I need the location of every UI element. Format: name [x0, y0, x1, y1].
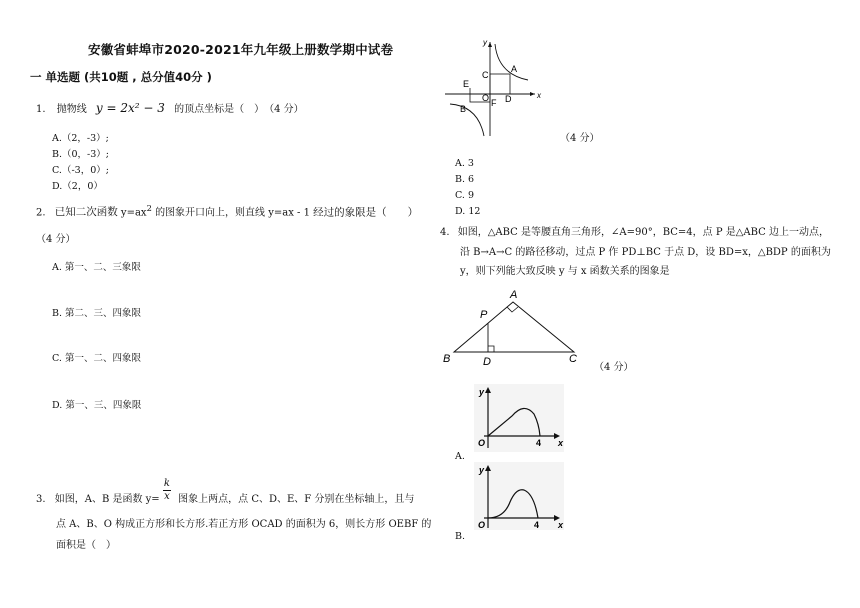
q3-line2: 点 A、B、O 构成正方形和长方形.若正方形 OCAD 的面积为 6，则长方形 OEBF 的 [56, 519, 432, 530]
q4-number: 4. [440, 227, 450, 238]
q3-line1-b: 图象上两点，点 C、D、E、F 分别在坐标轴上，且与 [178, 494, 415, 505]
q4-score: （4 分） [594, 362, 634, 373]
q3-label-d: D [505, 94, 512, 104]
question-2 [36, 201, 418, 220]
q4-a-label-y: y [479, 387, 485, 397]
q3-option-c[interactable]: C. 9 [455, 190, 475, 201]
q1-option-d[interactable]: D.（2，0） [52, 181, 103, 192]
q3-number: 3. [36, 494, 46, 505]
q2-score: （4 分） [36, 234, 76, 245]
q4-b-label-4: 4 [534, 520, 540, 530]
q4-label-c: C [569, 353, 577, 365]
q1-option-a[interactable]: A.（2，-3）; [52, 133, 109, 144]
q4-triangle [454, 302, 574, 352]
paper-title: 安徽省蚌埠市2020-2021年九年级上册数学期中试卷 [88, 42, 394, 57]
q4-label-d: D [483, 356, 491, 368]
q3-score: （4 分） [560, 133, 600, 144]
q3-label-c: C [482, 70, 489, 80]
q4-a-label-x: x [558, 438, 564, 448]
q4-option-a-graph [474, 384, 564, 452]
q2-number: 2. [36, 207, 46, 219]
q4-a-label-o: O [478, 438, 486, 448]
q3-fraction-num: k [163, 478, 170, 489]
q4-label-b: B [443, 353, 451, 365]
q4-b-label-y: y [479, 465, 485, 475]
q2-text-sup: 2 [146, 203, 152, 213]
q2-option-c[interactable]: C. 第一、二、四象限 [52, 353, 141, 364]
q3-figure [440, 36, 550, 141]
q2-option-b[interactable]: B. 第二、三、四象限 [52, 308, 142, 319]
question-4-line1 [440, 226, 829, 240]
q4-line1: 如图，△ABC 是等腰直角三角形，∠A=90°，BC=4，点 P 是△ABC 边上一动点， [457, 227, 830, 238]
question-1 [36, 101, 304, 117]
q4-option-b[interactable]: B. [455, 531, 466, 542]
q4-option-a[interactable]: A. [455, 451, 465, 462]
q3-hyperbola-lower [450, 104, 484, 136]
q4-triangle-figure [440, 286, 600, 368]
q4-line3: y，则下列能大致反映 y 与 x 函数关系的图象是 [460, 266, 670, 277]
q3-option-b[interactable]: B. 6 [455, 174, 475, 185]
q1-text-post: 的顶点坐标是（ ） （4 分） [174, 104, 304, 115]
q3-label-o: O [482, 93, 490, 103]
q4-option-b-graph [474, 462, 564, 530]
q4-b-label-o: O [478, 520, 486, 530]
q4-label-a: A [510, 289, 518, 301]
q3-line3: 面积是（ ） [56, 540, 116, 551]
q1-text-pre: 抛物线 [56, 104, 87, 115]
q4-label-p: P [480, 309, 488, 321]
q3-option-a[interactable]: A. 3 [455, 158, 474, 169]
q2-text-b: y=ax [120, 207, 147, 219]
q1-option-c[interactable]: C.（-3，0）; [52, 165, 109, 176]
q1-formula: y = 2x² − 3 [95, 101, 165, 115]
q4-a-label-4: 4 [536, 438, 542, 448]
q2-option-a[interactable]: A. 第一、二、三象限 [52, 262, 141, 273]
q3-label-a: A [511, 64, 518, 74]
q3-option-d[interactable]: D. 12 [455, 206, 481, 217]
q4-line2: 沿 B→A→C 的路径移动，过点 P 作 PD⊥BC 于点 D，设 BD=x，△BDP 的面积为 [460, 247, 831, 258]
q3-label-x: x [537, 91, 541, 100]
q3-label-f: F [491, 98, 497, 108]
q3-hyperbola-upper [495, 44, 528, 80]
q2-option-d[interactable]: D. 第一、三、四象限 [52, 400, 142, 411]
q3-fraction-den: x [164, 491, 170, 502]
q3-label-y: y [483, 38, 487, 47]
q1-number: 1. [36, 104, 46, 115]
question-3-line1 [36, 478, 415, 507]
q3-square [490, 74, 510, 94]
q2-text-c: 的图象开口向上，则直线 y=ax - 1 [155, 207, 310, 219]
q1-option-b[interactable]: B.（0，-3）; [52, 149, 110, 160]
q2-text-a: 已知二次函数 [54, 206, 118, 219]
section-heading: 一 单选题 (共10题 , 总分值40分 ) [30, 70, 212, 84]
q3-line1-a: 如图，A、B 是函数 y= [54, 494, 160, 505]
q4-b-label-x: x [558, 520, 564, 530]
q2-text-d: 经过的象限是（ ） [313, 206, 419, 219]
q3-label-b: B [460, 104, 467, 114]
q3-label-e: E [463, 79, 470, 89]
q3-fraction [163, 478, 171, 503]
